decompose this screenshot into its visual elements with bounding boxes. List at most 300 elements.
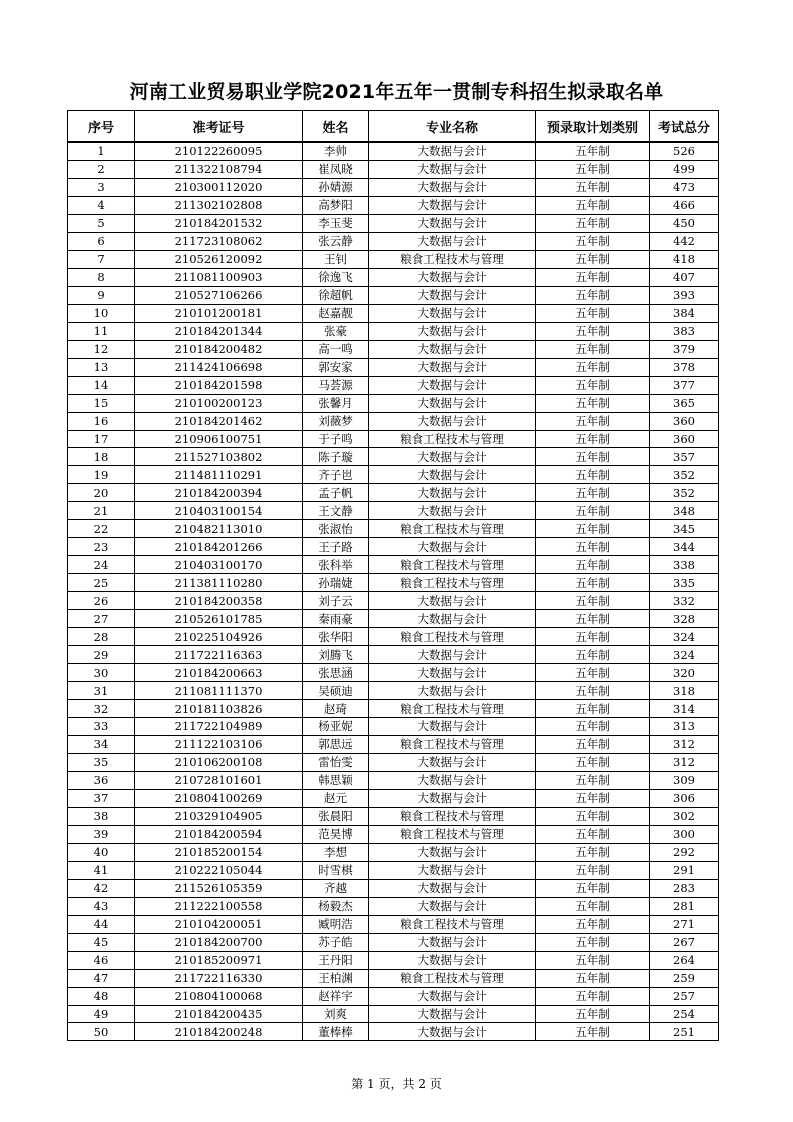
cell-name: 孙瑞婕: [303, 574, 369, 592]
table-row: [68, 214, 719, 232]
cell-seq: 36: [68, 771, 135, 789]
cell-exam-id: 210222105044: [135, 861, 303, 879]
cell-plan-category: 五年制: [536, 322, 650, 340]
cell-plan-category: 五年制: [536, 789, 650, 807]
admission-table: [67, 110, 719, 1041]
cell-major: 大数据与会计: [369, 502, 536, 520]
cell-name: 崔凤晓: [303, 160, 369, 178]
table-row: [68, 951, 719, 969]
cell-plan-category: 五年制: [536, 933, 650, 951]
cell-name: 郭安家: [303, 358, 369, 376]
cell-exam-id: 210403100170: [135, 556, 303, 574]
cell-plan-category: 五年制: [536, 592, 650, 610]
cell-exam-id: 210184200358: [135, 592, 303, 610]
cell-seq: 27: [68, 610, 135, 628]
table-row: [68, 232, 719, 250]
cell-plan-category: 五年制: [536, 628, 650, 646]
cell-name: 秦雨豪: [303, 610, 369, 628]
cell-total-score: 314: [650, 700, 719, 718]
cell-plan-category: 五年制: [536, 538, 650, 556]
cell-major: 粮食工程技术与管理: [369, 807, 536, 825]
cell-plan-category: 五年制: [536, 861, 650, 879]
cell-seq: 47: [68, 969, 135, 987]
cell-exam-id: 210906100751: [135, 430, 303, 448]
cell-exam-id: 210104200051: [135, 915, 303, 933]
cell-total-score: 393: [650, 286, 719, 304]
cell-total-score: 335: [650, 574, 719, 592]
cell-exam-id: 211722116330: [135, 969, 303, 987]
table-row: [68, 340, 719, 358]
cell-seq: 42: [68, 879, 135, 897]
cell-exam-id: 210184200394: [135, 484, 303, 502]
cell-exam-id: 211081100903: [135, 268, 303, 286]
cell-plan-category: 五年制: [536, 915, 650, 933]
cell-plan-category: 五年制: [536, 753, 650, 771]
cell-seq: 3: [68, 178, 135, 196]
table-row: [68, 142, 719, 160]
table-row: [68, 771, 719, 789]
cell-plan-category: 五年制: [536, 807, 650, 825]
cell-name: 马荟源: [303, 376, 369, 394]
cell-total-score: 499: [650, 160, 719, 178]
cell-name: 张华阳: [303, 628, 369, 646]
cell-major: 粮食工程技术与管理: [369, 574, 536, 592]
page-number: 第 1 页，共 2 页: [351, 1077, 442, 1091]
cell-major: 粮食工程技术与管理: [369, 915, 536, 933]
cell-total-score: 442: [650, 232, 719, 250]
cell-name: 张馨月: [303, 394, 369, 412]
cell-name: 李玉斐: [303, 214, 369, 232]
cell-seq: 6: [68, 232, 135, 250]
cell-name: 刘腾飞: [303, 646, 369, 664]
table-row: [68, 628, 719, 646]
cell-total-score: 251: [650, 1023, 719, 1041]
table-row: [68, 969, 719, 987]
cell-major: 大数据与会计: [369, 843, 536, 861]
cell-seq: 38: [68, 807, 135, 825]
table-row: [68, 1023, 719, 1041]
table-row: [68, 574, 719, 592]
cell-exam-id: 210184201598: [135, 376, 303, 394]
cell-name: 韩思颖: [303, 771, 369, 789]
cell-major: 大数据与会计: [369, 448, 536, 466]
cell-exam-id: 210403100154: [135, 502, 303, 520]
cell-exam-id: 210184200594: [135, 825, 303, 843]
cell-plan-category: 五年制: [536, 304, 650, 322]
cell-seq: 31: [68, 682, 135, 700]
cell-plan-category: 五年制: [536, 969, 650, 987]
cell-name: 刘子云: [303, 592, 369, 610]
table-row: [68, 843, 719, 861]
cell-exam-id: 210184200663: [135, 664, 303, 682]
table-row: [68, 268, 719, 286]
table-row: [68, 322, 719, 340]
table-row: [68, 718, 719, 736]
cell-seq: 11: [68, 322, 135, 340]
cell-exam-id: 210184200700: [135, 933, 303, 951]
cell-exam-id: 210300112020: [135, 178, 303, 196]
cell-plan-category: 五年制: [536, 178, 650, 196]
cell-seq: 17: [68, 430, 135, 448]
cell-exam-id: 210804100068: [135, 987, 303, 1005]
cell-exam-id: 210184201462: [135, 412, 303, 430]
table-row: [68, 933, 719, 951]
cell-seq: 50: [68, 1023, 135, 1041]
cell-total-score: 281: [650, 897, 719, 915]
cell-exam-id: 211722116363: [135, 646, 303, 664]
table-row: [68, 682, 719, 700]
cell-name: 张云静: [303, 232, 369, 250]
cell-name: 张思涵: [303, 664, 369, 682]
cell-plan-category: 五年制: [536, 448, 650, 466]
cell-name: 吴硕迪: [303, 682, 369, 700]
cell-total-score: 352: [650, 484, 719, 502]
cell-total-score: 383: [650, 322, 719, 340]
cell-total-score: 407: [650, 268, 719, 286]
table-row: [68, 807, 719, 825]
cell-plan-category: 五年制: [536, 466, 650, 484]
cell-total-score: 292: [650, 843, 719, 861]
cell-total-score: 378: [650, 358, 719, 376]
table-row: [68, 789, 719, 807]
cell-name: 王丹阳: [303, 951, 369, 969]
cell-major: 大数据与会计: [369, 286, 536, 304]
cell-plan-category: 五年制: [536, 610, 650, 628]
cell-name: 张豪: [303, 322, 369, 340]
cell-major: 大数据与会计: [369, 358, 536, 376]
table-row: [68, 286, 719, 304]
cell-major: 粮食工程技术与管理: [369, 430, 536, 448]
cell-total-score: 357: [650, 448, 719, 466]
cell-exam-id: 210527106266: [135, 286, 303, 304]
cell-total-score: 365: [650, 394, 719, 412]
cell-seq: 7: [68, 250, 135, 268]
cell-exam-id: 210184200248: [135, 1023, 303, 1041]
cell-exam-id: 210804100269: [135, 789, 303, 807]
cell-exam-id: 210184201344: [135, 322, 303, 340]
cell-seq: 46: [68, 951, 135, 969]
table-row: [68, 700, 719, 718]
cell-major: 大数据与会计: [369, 142, 536, 160]
table-row: [68, 1005, 719, 1023]
cell-seq: 37: [68, 789, 135, 807]
cell-seq: 21: [68, 502, 135, 520]
cell-total-score: 259: [650, 969, 719, 987]
cell-seq: 34: [68, 735, 135, 753]
cell-plan-category: 五年制: [536, 214, 650, 232]
cell-total-score: 473: [650, 178, 719, 196]
cell-major: 大数据与会计: [369, 214, 536, 232]
cell-name: 郭思远: [303, 735, 369, 753]
cell-name: 雷怡雯: [303, 753, 369, 771]
cell-exam-id: 210482113010: [135, 520, 303, 538]
cell-plan-category: 五年制: [536, 286, 650, 304]
cell-seq: 33: [68, 718, 135, 736]
cell-total-score: 291: [650, 861, 719, 879]
cell-major: 大数据与会计: [369, 178, 536, 196]
cell-total-score: 324: [650, 628, 719, 646]
cell-name: 刘爽: [303, 1005, 369, 1023]
cell-plan-category: 五年制: [536, 502, 650, 520]
table-row: [68, 394, 719, 412]
cell-plan-category: 五年制: [536, 394, 650, 412]
cell-total-score: 302: [650, 807, 719, 825]
cell-major: 大数据与会计: [369, 538, 536, 556]
table-row: [68, 753, 719, 771]
header-exam-id: 准考证号: [135, 111, 303, 143]
cell-exam-id: 211302102808: [135, 196, 303, 214]
table-row: [68, 430, 719, 448]
cell-plan-category: 五年制: [536, 484, 650, 502]
cell-name: 张科举: [303, 556, 369, 574]
cell-seq: 20: [68, 484, 135, 502]
cell-name: 刘薇梦: [303, 412, 369, 430]
table-row: [68, 735, 719, 753]
cell-name: 时雪棋: [303, 861, 369, 879]
cell-major: 大数据与会计: [369, 304, 536, 322]
cell-plan-category: 五年制: [536, 879, 650, 897]
cell-plan-category: 五年制: [536, 843, 650, 861]
cell-seq: 35: [68, 753, 135, 771]
cell-major: 大数据与会计: [369, 160, 536, 178]
cell-major: 粮食工程技术与管理: [369, 556, 536, 574]
cell-total-score: 313: [650, 718, 719, 736]
cell-seq: 40: [68, 843, 135, 861]
cell-exam-id: 211424106698: [135, 358, 303, 376]
cell-name: 陈子璇: [303, 448, 369, 466]
table-row: [68, 376, 719, 394]
cell-seq: 43: [68, 897, 135, 915]
cell-seq: 10: [68, 304, 135, 322]
cell-name: 徐逸飞: [303, 268, 369, 286]
cell-plan-category: 五年制: [536, 646, 650, 664]
table-row: [68, 538, 719, 556]
cell-plan-category: 五年制: [536, 520, 650, 538]
cell-total-score: 348: [650, 502, 719, 520]
cell-major: 大数据与会计: [369, 646, 536, 664]
table-row: [68, 358, 719, 376]
table-row: [68, 556, 719, 574]
cell-total-score: 254: [650, 1005, 719, 1023]
cell-major: 大数据与会计: [369, 682, 536, 700]
cell-plan-category: 五年制: [536, 574, 650, 592]
cell-seq: 12: [68, 340, 135, 358]
cell-total-score: 377: [650, 376, 719, 394]
cell-exam-id: 210106200108: [135, 753, 303, 771]
table-row: [68, 304, 719, 322]
cell-major: 粮食工程技术与管理: [369, 250, 536, 268]
cell-seq: 2: [68, 160, 135, 178]
table-row: [68, 520, 719, 538]
table-row: [68, 178, 719, 196]
cell-major: 粮食工程技术与管理: [369, 700, 536, 718]
cell-name: 王子路: [303, 538, 369, 556]
cell-major: 大数据与会计: [369, 340, 536, 358]
cell-name: 高梦阳: [303, 196, 369, 214]
cell-plan-category: 五年制: [536, 160, 650, 178]
cell-seq: 24: [68, 556, 135, 574]
cell-seq: 22: [68, 520, 135, 538]
cell-major: 大数据与会计: [369, 789, 536, 807]
cell-total-score: 283: [650, 879, 719, 897]
cell-major: 粮食工程技术与管理: [369, 825, 536, 843]
cell-exam-id: 210225104926: [135, 628, 303, 646]
cell-plan-category: 五年制: [536, 700, 650, 718]
cell-plan-category: 五年制: [536, 664, 650, 682]
cell-total-score: 526: [650, 142, 719, 160]
cell-total-score: 384: [650, 304, 719, 322]
cell-total-score: 328: [650, 610, 719, 628]
cell-major: 大数据与会计: [369, 610, 536, 628]
cell-plan-category: 五年制: [536, 196, 650, 214]
cell-major: 大数据与会计: [369, 376, 536, 394]
cell-name: 杨毅杰: [303, 897, 369, 915]
cell-seq: 15: [68, 394, 135, 412]
cell-plan-category: 五年制: [536, 951, 650, 969]
cell-plan-category: 五年制: [536, 1005, 650, 1023]
cell-total-score: 450: [650, 214, 719, 232]
cell-major: 大数据与会计: [369, 718, 536, 736]
cell-seq: 14: [68, 376, 135, 394]
table-row: [68, 592, 719, 610]
cell-total-score: 360: [650, 430, 719, 448]
cell-major: 大数据与会计: [369, 232, 536, 250]
cell-plan-category: 五年制: [536, 556, 650, 574]
cell-plan-category: 五年制: [536, 771, 650, 789]
cell-exam-id: 210329104905: [135, 807, 303, 825]
table-row: [68, 466, 719, 484]
table-row: [68, 502, 719, 520]
cell-total-score: 300: [650, 825, 719, 843]
header-plan-category: 预录取计划类别: [536, 111, 650, 143]
cell-total-score: 312: [650, 735, 719, 753]
cell-major: 大数据与会计: [369, 484, 536, 502]
table-row: [68, 825, 719, 843]
table-row: [68, 250, 719, 268]
cell-exam-id: 211081111370: [135, 682, 303, 700]
table-row: [68, 915, 719, 933]
cell-seq: 28: [68, 628, 135, 646]
cell-name: 孟子帆: [303, 484, 369, 502]
cell-exam-id: 210101200181: [135, 304, 303, 322]
cell-seq: 13: [68, 358, 135, 376]
cell-exam-id: 210100200123: [135, 394, 303, 412]
table-row: [68, 987, 719, 1005]
cell-major: 大数据与会计: [369, 771, 536, 789]
cell-major: 大数据与会计: [369, 394, 536, 412]
cell-seq: 39: [68, 825, 135, 843]
cell-major: 大数据与会计: [369, 987, 536, 1005]
cell-exam-id: 211527103802: [135, 448, 303, 466]
cell-seq: 18: [68, 448, 135, 466]
cell-major: 大数据与会计: [369, 322, 536, 340]
cell-plan-category: 五年制: [536, 718, 650, 736]
cell-plan-category: 五年制: [536, 682, 650, 700]
cell-total-score: 312: [650, 753, 719, 771]
cell-name: 李帅: [303, 142, 369, 160]
cell-name: 张晨阳: [303, 807, 369, 825]
cell-name: 李想: [303, 843, 369, 861]
cell-seq: 41: [68, 861, 135, 879]
table-row: [68, 196, 719, 214]
cell-exam-id: 211526105359: [135, 879, 303, 897]
cell-major: 大数据与会计: [369, 1023, 536, 1041]
cell-plan-category: 五年制: [536, 825, 650, 843]
cell-name: 齐越: [303, 879, 369, 897]
cell-exam-id: 210122260095: [135, 142, 303, 160]
cell-plan-category: 五年制: [536, 735, 650, 753]
cell-major: 大数据与会计: [369, 466, 536, 484]
header-name: 姓名: [303, 111, 369, 143]
cell-name: 董棒棒: [303, 1023, 369, 1041]
cell-total-score: 332: [650, 592, 719, 610]
cell-total-score: 306: [650, 789, 719, 807]
cell-exam-id: 210181103826: [135, 700, 303, 718]
cell-exam-id: 211381110280: [135, 574, 303, 592]
cell-major: 大数据与会计: [369, 753, 536, 771]
cell-exam-id: 210184200482: [135, 340, 303, 358]
cell-total-score: 360: [650, 412, 719, 430]
cell-seq: 25: [68, 574, 135, 592]
table-row: [68, 610, 719, 628]
cell-plan-category: 五年制: [536, 340, 650, 358]
header-seq: 序号: [68, 111, 135, 143]
cell-seq: 26: [68, 592, 135, 610]
cell-total-score: 257: [650, 987, 719, 1005]
cell-exam-id: 211122103106: [135, 735, 303, 753]
cell-major: 粮食工程技术与管理: [369, 735, 536, 753]
cell-major: 粮食工程技术与管理: [369, 969, 536, 987]
cell-seq: 44: [68, 915, 135, 933]
cell-seq: 5: [68, 214, 135, 232]
cell-seq: 30: [68, 664, 135, 682]
cell-total-score: 271: [650, 915, 719, 933]
cell-name: 赵元: [303, 789, 369, 807]
cell-plan-category: 五年制: [536, 232, 650, 250]
cell-total-score: 379: [650, 340, 719, 358]
cell-exam-id: 210184201532: [135, 214, 303, 232]
cell-plan-category: 五年制: [536, 430, 650, 448]
cell-plan-category: 五年制: [536, 250, 650, 268]
cell-major: 大数据与会计: [369, 268, 536, 286]
cell-name: 王柏渊: [303, 969, 369, 987]
cell-major: 大数据与会计: [369, 879, 536, 897]
cell-total-score: 320: [650, 664, 719, 682]
cell-exam-id: 210184200435: [135, 1005, 303, 1023]
cell-name: 徐超帆: [303, 286, 369, 304]
cell-name: 赵琦: [303, 700, 369, 718]
cell-name: 王钊: [303, 250, 369, 268]
cell-plan-category: 五年制: [536, 897, 650, 915]
table-row: [68, 412, 719, 430]
cell-seq: 16: [68, 412, 135, 430]
cell-exam-id: 211322108794: [135, 160, 303, 178]
cell-seq: 29: [68, 646, 135, 664]
cell-plan-category: 五年制: [536, 1023, 650, 1041]
cell-total-score: 345: [650, 520, 719, 538]
cell-total-score: 324: [650, 646, 719, 664]
cell-total-score: 344: [650, 538, 719, 556]
cell-name: 臧明浩: [303, 915, 369, 933]
cell-plan-category: 五年制: [536, 987, 650, 1005]
cell-major: 大数据与会计: [369, 592, 536, 610]
cell-name: 赵祥宇: [303, 987, 369, 1005]
cell-major: 粮食工程技术与管理: [369, 628, 536, 646]
cell-seq: 1: [68, 142, 135, 160]
cell-name: 齐子岜: [303, 466, 369, 484]
table-row: [68, 484, 719, 502]
cell-exam-id: 210526101785: [135, 610, 303, 628]
